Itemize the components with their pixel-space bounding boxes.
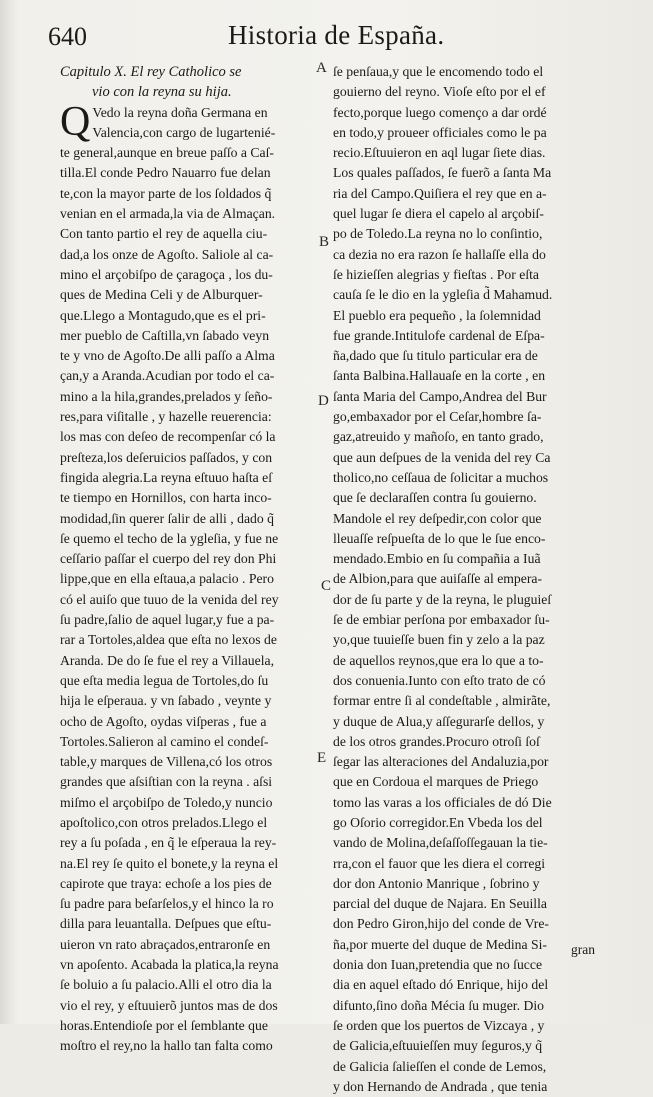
text-line: hija le eſperaua. y vn ſabado , veynte y xyxy=(60,693,272,709)
text-line: de Albion,para que auiſaſſe al empera- xyxy=(333,571,543,587)
text-line: y don Hernando de Andrada , que tenia xyxy=(333,1078,548,1094)
text-line: vn apoſento. Acabada la platica,la reyna xyxy=(60,957,279,973)
text-line: ſegar las alteraciones del Andaluzia,por xyxy=(333,754,549,770)
text-line: modidad,ſin querer ſalir de alli , dado q̃ xyxy=(60,510,274,526)
running-title: Historia de España. xyxy=(228,20,445,50)
text-line: de aquellos reynos,que era lo que a to- xyxy=(333,652,544,668)
text-line: miſmo el arçobiſpo de Toledo,y nuncio xyxy=(60,794,273,810)
text-line: ques de Medina Celi y de Alburquer- xyxy=(60,287,263,303)
text-line: ſe orden que los puertos de Vizcaya , y xyxy=(333,1017,545,1033)
text-line: çan,y a Aranda.Acudian por todo el ca- xyxy=(60,368,275,384)
text-line: apoſtolico,con otros prelados.Llego el xyxy=(60,814,268,830)
text-line: rra,con el fauor que les diera el corregi xyxy=(333,855,546,871)
text-line: mendado.Embio en ſu compañia a Iuã xyxy=(333,551,541,567)
text-line: dad,a los onze de Agoſto. Saliole al ca- xyxy=(60,246,274,262)
text-line: Los quales paſſados, ſe fuerõ a ſanta Ma xyxy=(333,165,552,181)
text-line: ſanta Maria del Campo,Andrea del Bur xyxy=(333,388,547,404)
text-line: go Oſorio corregidor.En Vbeda los del xyxy=(333,814,543,830)
text-line: de Galicia,eſtuuieſſen muy ſeguros,y q̃ xyxy=(333,1038,543,1054)
text-line: te general,aunque en breue paſſo a Caſ- xyxy=(60,145,274,161)
text-line: Con tanto partio el rey de aquella ciu- xyxy=(60,226,268,242)
text-line: dilla para leuantalla. Deſpues que eſtu- xyxy=(60,916,272,932)
text-line: uieron vn rato abraçados,entraronſe en xyxy=(60,936,271,952)
text-line: dor de ſu parte y de la reyna, le pluguieſ xyxy=(333,591,552,607)
text-line: grandes que aſsiſtian con la reyna . aſsi xyxy=(60,774,273,790)
text-line: ſe hizieſſen alegrias y fieſtas . Por eſta xyxy=(333,266,539,282)
chapter-heading-line: Capitulo X. El rey Catholico se xyxy=(60,64,242,80)
text-line: dos conuenia.Iunto con eſto trato de có xyxy=(333,672,546,688)
text-line: horas.Entendioſe por el ſemblante que xyxy=(60,1017,268,1033)
text-line: ña,dado que ſu titulo particular era de xyxy=(333,348,538,364)
text-line: que en Cordoua el marques de Priego xyxy=(333,774,539,790)
text-line: dor don Antonio Manrique , ſobrino y xyxy=(333,875,540,891)
text-line: fue grande.Intitulofe cardenal de Eſpa- xyxy=(333,327,545,343)
catchword: gran xyxy=(571,942,595,957)
text-line: capirote que traya: echoſe a los pies de xyxy=(60,875,272,891)
text-line: cauſa ſe le dio en la ygleſia d̃ Mahamud. xyxy=(333,287,553,303)
text-line: ſu padre para beſarſelos,y el hinco la ro xyxy=(60,896,274,912)
text-line: po de Toledo.La reyna no lo conſintio, xyxy=(333,226,543,242)
chapter-heading-line: vio con la reyna su hija. xyxy=(92,84,232,101)
text-line: los mas con deſeo de recompenſar có la xyxy=(60,429,276,445)
text-line: ſe penſaua,y que le encomendo todo el xyxy=(333,64,544,79)
text-line: ſanta Balbina.Hallauaſe en la corte , en xyxy=(333,368,546,384)
text-line: donia don Iuan,pretendia que no ſucce xyxy=(333,957,543,973)
text-line: ocho de Agoſto, oydas viſperas , fue a xyxy=(60,713,267,729)
text-line: tomo las varas a los officiales de dó Die xyxy=(333,794,552,810)
text-line: yo,que tuuieſſe buen fin y zelo a la paz xyxy=(333,632,545,648)
margin-letter: E xyxy=(317,750,327,766)
text-line: que.Llego a Montagudo,que es el pri- xyxy=(60,307,266,323)
text-line: vio el rey, y eſtuuierõ juntos mas de dos xyxy=(60,997,278,1013)
text-line: difunto,ſino doña Mécia ſu muger. Dio xyxy=(333,997,544,1013)
text-line: rar a Tortoles,aldea que eſta no lexos de xyxy=(60,632,277,648)
text-line: lippe,que en ella eſtaua,a palacio . Pero xyxy=(60,571,274,587)
drop-cap: Q xyxy=(60,98,91,145)
text-line: mer pueblo de Caſtilla,vn ſabado veyn xyxy=(60,327,270,343)
text-line: na.El rey ſe quito el bonete,y la reyna el xyxy=(60,855,279,871)
text-line: de los otros grandes.Procuro otroſi ſoſ xyxy=(333,733,540,749)
text-line: mino el arçobiſpo de çaragoça , los du- xyxy=(60,266,273,282)
text-line: ceſſario paſſar el cuerpo del rey don Phi xyxy=(60,551,277,567)
text-line: recio.Eſtuuieron en aql lugar ſiete dias. xyxy=(333,145,546,161)
text-line: ña,por muerte del duque de Medina Si- xyxy=(333,936,547,952)
margin-letter: C xyxy=(321,578,332,594)
text-line: te y vno de Agoſto.De alli paſſo a Alma xyxy=(60,348,275,364)
text-line: ria del Campo.Quiſiera el rey que en a- xyxy=(333,185,547,201)
page-number: 640 xyxy=(48,22,87,51)
text-line: tilla.El conde Pedro Nauarro fue delan xyxy=(60,165,271,181)
text-line: te tiempo en Hornillos, con harta inco- xyxy=(60,490,272,506)
left-column xyxy=(60,62,330,1057)
text-line: de Galicia ſalieſſen el conde de Lemos, xyxy=(333,1058,547,1074)
margin-letter: B xyxy=(319,234,330,250)
text-line: moſtro el rey,no la hallo tan falta como xyxy=(60,1038,273,1054)
text-line: gaz,atreuido y mañoſo, en tanto grado, xyxy=(333,429,544,445)
left-column-body xyxy=(60,143,330,1056)
text-line: Aranda. De do ſe fue el rey a Villauela, xyxy=(60,652,275,668)
text-line: ſu padre,ſalio de aquel lugar,y fue a pa- xyxy=(60,612,275,628)
text-line: y duque de Alua,y aſſegurarſe dellos, y xyxy=(333,713,545,729)
text-line: res,para viſitalle , y hazelle reuerencia: xyxy=(60,409,272,425)
text-line: có el auiſo que tuuo de la venida del rey xyxy=(60,591,279,607)
text-line: que ſe declaraſſen contra ſu gouierno. xyxy=(333,490,537,506)
opening-paragraph xyxy=(60,98,330,145)
text-line: lleuaſſe reſpueſta de lo que le ſue enco- xyxy=(333,530,546,546)
text-line: parcial del duque de Najara. En Seuilla xyxy=(333,896,547,912)
text-line: dia en aquel eſtado dó Enrique, hijo del xyxy=(333,977,549,993)
text-line: te,con la mayor parte de los ſoldados q̃ xyxy=(60,185,272,201)
page-header xyxy=(48,18,628,58)
text-line: quel lugar ſe diera el capelo al arçobiſ- xyxy=(333,206,544,222)
text-line: preſteza,los deſeruicios paſſados, y con xyxy=(60,449,273,465)
text-line: ſe de embiar perſona por embaxador ſu- xyxy=(333,612,550,628)
text-line: mino a la hila,grandes,prelados y ſeño- xyxy=(60,388,273,404)
margin-letter: A xyxy=(316,60,327,76)
text-line: ca dezia no era razon ſe hallaſſe ella do xyxy=(333,246,546,262)
text-line: Tortoles.Salieron al camino el condeſ- xyxy=(60,733,269,749)
margin-letter: D xyxy=(318,393,329,409)
text-line: que aun deſpues de la venida del rey Ca xyxy=(333,449,551,465)
text-line: Vedo la reyna doña Germana en xyxy=(92,104,268,120)
text-line: venian en el armada,la via de Almaçan. xyxy=(60,206,276,222)
text-line: don Pedro Giron,hijo del conde de Vre- xyxy=(333,916,549,932)
text-line: formar entre ſi al condeſtable , almirãte, xyxy=(333,693,551,709)
text-line: Valencia,con cargo de lugartenié- xyxy=(92,124,276,140)
text-line: fecto,porque luego començo a dar ordé xyxy=(333,104,547,120)
text-line: El pueblo era pequeño , la ſolemnidad xyxy=(333,307,541,323)
text-line: vando de Molina,deſaſſoſſegauan la tie- xyxy=(333,835,548,851)
text-line: fingida alegria.La reyna eſtuuo haſta eſ xyxy=(60,469,273,485)
text-line: que eſta media legua de Tortoles,do ſu xyxy=(60,672,269,688)
text-line: ſe boluio a ſu palacio.Alli el otro dia la xyxy=(60,977,272,993)
text-line: go,embaxador por el Ceſar,hombre ſa- xyxy=(333,409,542,425)
text-line: gouierno del reyno. Vioſe eſto por el ef xyxy=(333,84,546,100)
text-line: table,y marques de Villena,có los otros xyxy=(60,754,273,770)
text-line: tholico,no ceſſaua de ſolicitar a muchos xyxy=(333,469,549,485)
text-line: rey a ſu poſada , en q̃ le eſperaua la rey- xyxy=(60,835,277,851)
text-line: en todo,y proueer officiales como le pa xyxy=(333,124,547,140)
text-line: ſe quemo el techo de la ygleſia, y fue ne xyxy=(60,530,279,546)
text-line: Mandole el rey deſpedir,con color que xyxy=(333,510,542,526)
